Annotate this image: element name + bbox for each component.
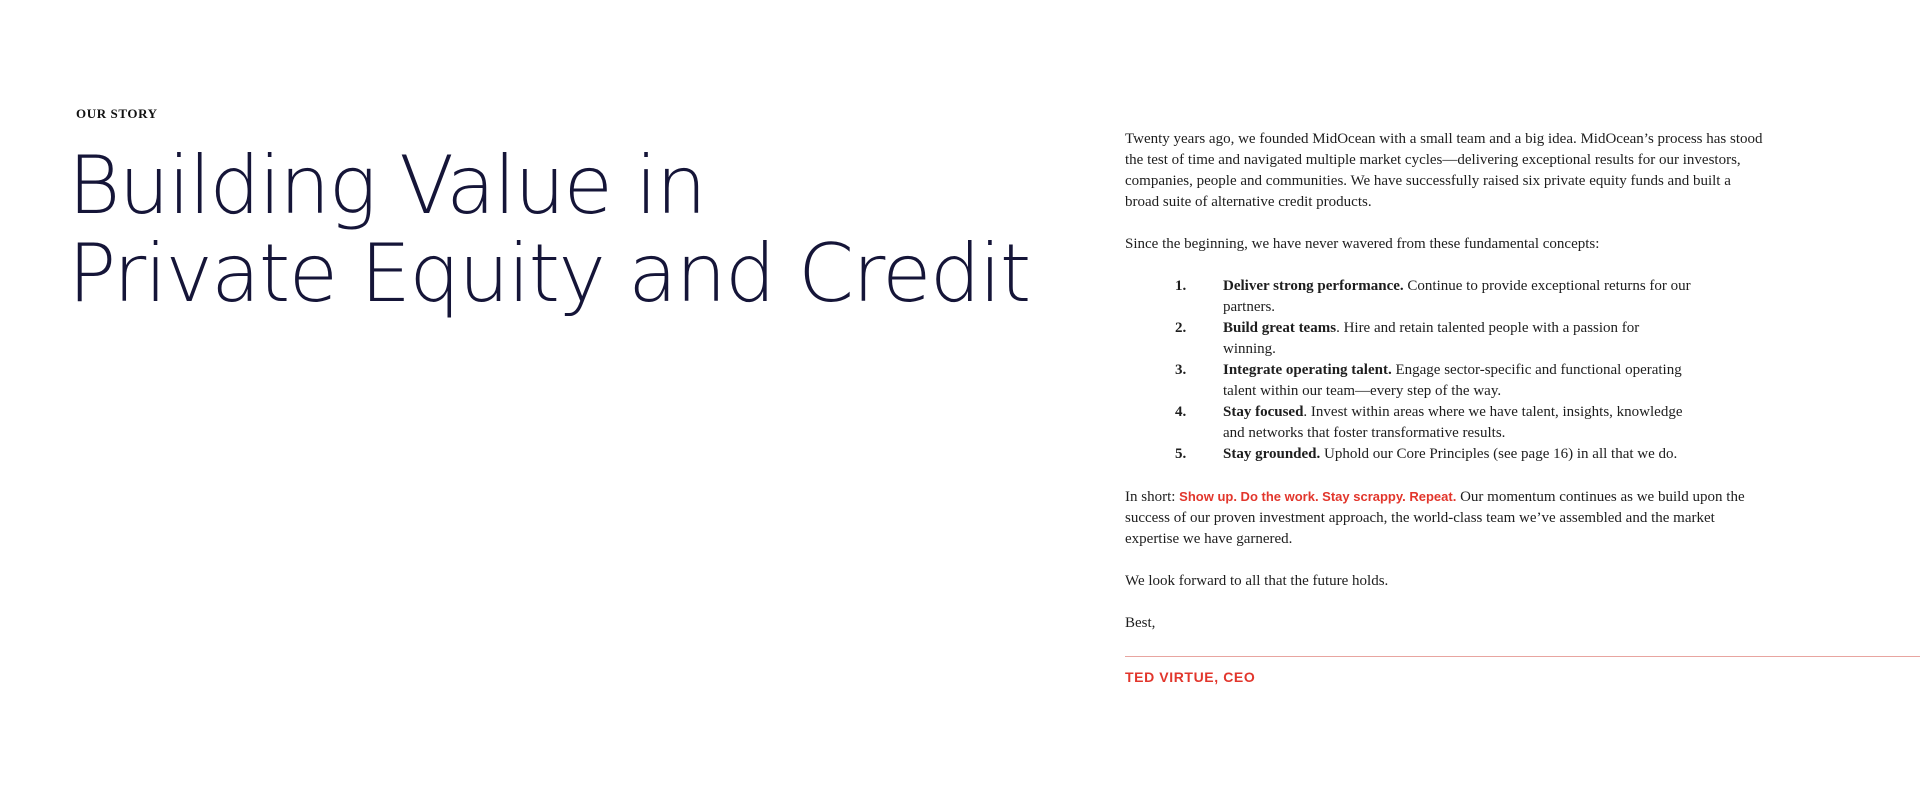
- principle-text: Engage sector-specific and functional operating talent within our team—every step of the way.: [1223, 362, 1682, 399]
- principle-item: [1125, 276, 1693, 318]
- principle-item: [1125, 360, 1693, 402]
- principle-item: [1125, 402, 1693, 444]
- intro-paragraph: Twenty years ago, we founded MidOcean with a small team and a big idea. MidOcean’s process has stood the test of time and navigated multiple market cycles—delivering exceptional results for our investors, companies, people and communities. We have successfully raised six private equity funds and built a broad suite of alternative credit products.: [1125, 131, 1763, 210]
- in-short-rest: Our momentum continues as we build upon the success of our proven investment approach, the world-class team we’ve assembled and the market expertise we have garnered.: [1125, 489, 1745, 547]
- principle-title: Integrate operating talent.: [1223, 362, 1392, 378]
- principle-title: Build great teams: [1223, 320, 1337, 336]
- principles-list: [1125, 276, 1765, 465]
- principle-item: [1125, 318, 1693, 360]
- principle-title: Deliver strong performance.: [1223, 278, 1404, 294]
- principle-item: [1125, 444, 1693, 465]
- principle-text: . Hire and retain talented people with a passion for winning.: [1223, 320, 1640, 357]
- principle-title: Stay grounded.: [1223, 446, 1321, 462]
- page-title-line-1: Building Value in: [68, 139, 706, 232]
- in-short-prefix: In short:: [1125, 489, 1180, 505]
- in-short-paragraph: [1125, 486, 1765, 550]
- letter-body: [1125, 129, 1765, 655]
- closing-salutation: Best,: [1125, 615, 1156, 631]
- principle-number: 5.: [1175, 446, 1187, 462]
- motto-highlight: Show up. Do the work. Stay scrappy. Repeat.: [1179, 489, 1457, 504]
- future-paragraph: We look forward to all that the future holds.: [1125, 573, 1389, 589]
- signature-divider: [1125, 656, 1920, 657]
- concepts-intro: Since the beginning, we have never wavered from these fundamental concepts:: [1125, 236, 1600, 252]
- page-title: [68, 139, 1030, 320]
- principle-text: . Invest within areas where we have talent, insights, knowledge and networks that foster transformative results.: [1223, 404, 1683, 441]
- section-eyebrow: OUR STORY: [76, 106, 158, 121]
- principle-number: 2.: [1175, 320, 1187, 336]
- principle-text: Uphold our Core Principles (see page 16) in all that we do.: [1320, 446, 1678, 462]
- principle-number: 3.: [1175, 362, 1187, 378]
- principle-number: 4.: [1175, 404, 1187, 420]
- principle-title: Stay focused: [1223, 404, 1304, 420]
- signature-name: TED VIRTUE, CEO: [1125, 669, 1256, 685]
- principle-number: 1.: [1175, 278, 1187, 294]
- principle-text: Continue to provide exceptional returns for our partners.: [1223, 278, 1691, 315]
- page-title-line-2: Private Equity and Credit: [68, 227, 1030, 320]
